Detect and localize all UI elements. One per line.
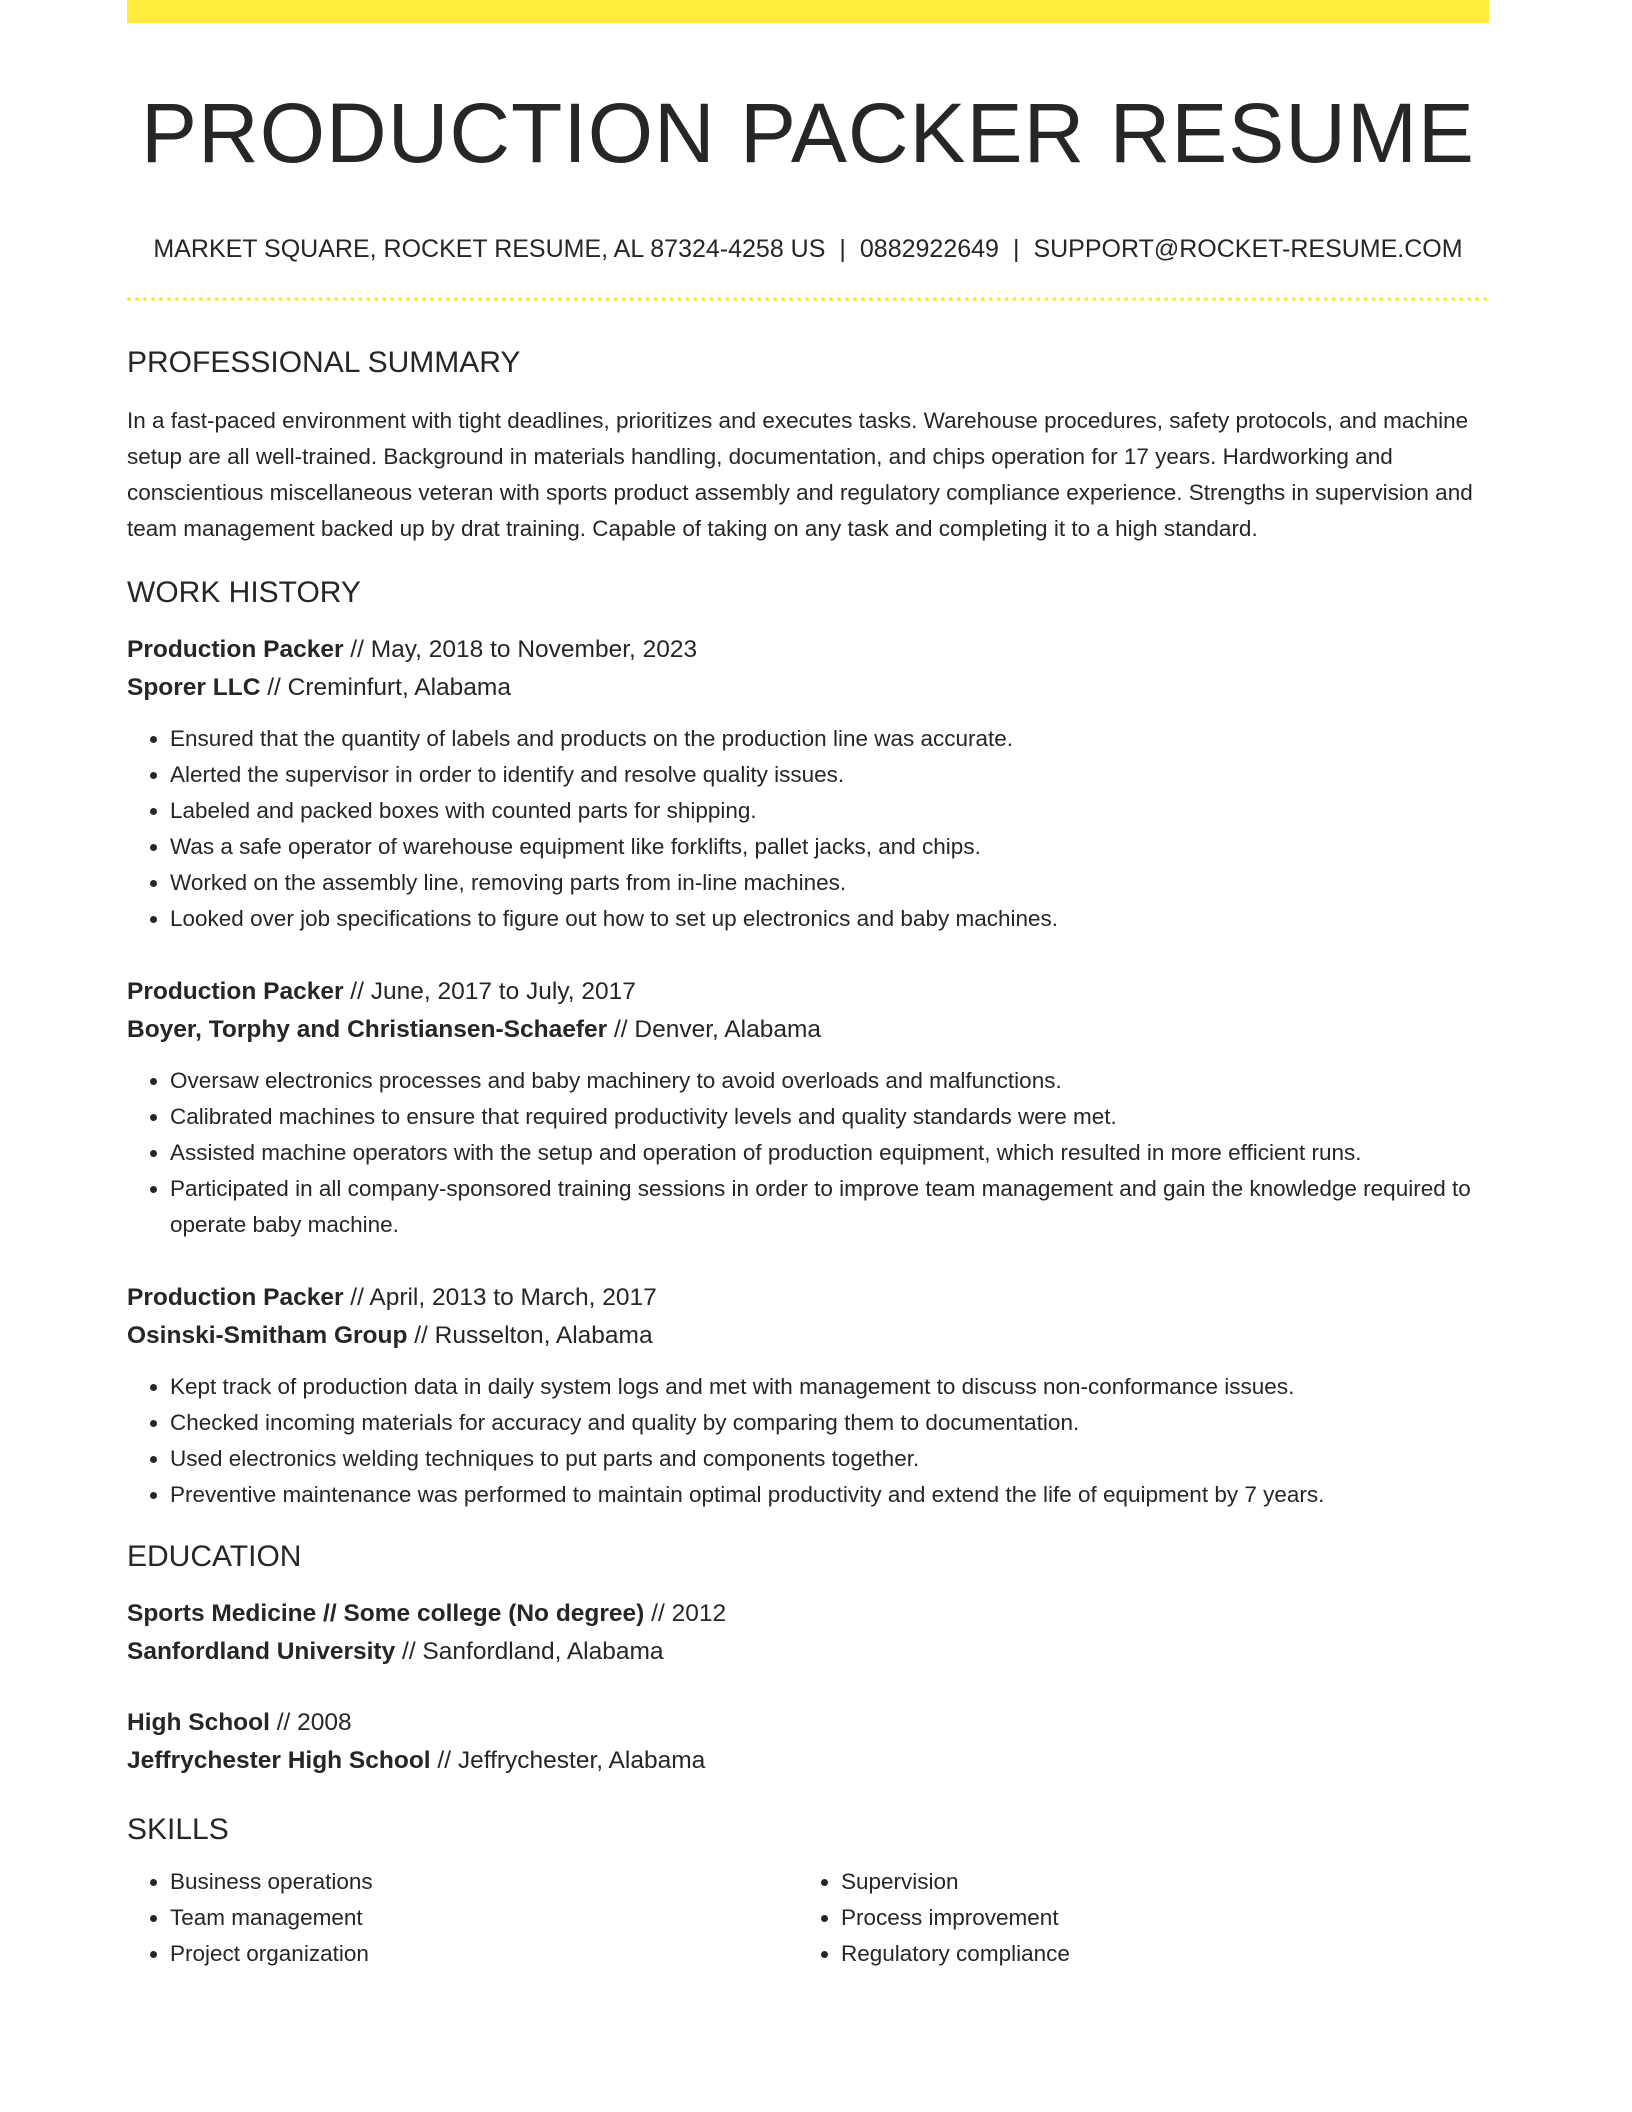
job-company: Boyer, Torphy and Christiansen-Schaefer: [127, 1015, 608, 1043]
job-duty: • Kept track of production data in daily system logs and met with management to discuss non-conformance issues.: [170, 1369, 1489, 1405]
education-degree-line: [127, 1595, 1489, 1633]
job-duty: • Used electronics welding techniques to put parts and components together.: [170, 1441, 1489, 1477]
education-school-line: [127, 1633, 1489, 1671]
education-heading: EDUCATION: [127, 1539, 302, 1573]
skills-list: [127, 1864, 1489, 1972]
skill-item: • Regulatory compliance: [841, 1936, 1469, 1972]
job-duty: • Assisted machine operators with the setup and operation of production equipment, which resulted in more efficient runs.: [170, 1135, 1489, 1171]
education-location: // Jeffrychester, Alabama: [437, 1746, 706, 1774]
job-duty: • Looked over job specifications to figure out how to set up electronics and baby machines.: [170, 901, 1489, 937]
contact-email: SUPPORT@ROCKET-RESUME.COM: [1033, 234, 1463, 263]
education-entry: [127, 1704, 1489, 1780]
job-company: Osinski-Smitham Group: [127, 1321, 408, 1349]
education-entry: [127, 1595, 1489, 1671]
header-divider: [127, 297, 1489, 301]
education-school-line: [127, 1742, 1489, 1780]
education-degree: High School: [127, 1708, 270, 1736]
contact-separator: |: [1012, 234, 1020, 263]
skills-heading: SKILLS: [127, 1812, 229, 1846]
summary-text: In a fast-paced environment with tight deadlines, prioritizes and executes tasks. Warehouse procedures, safety protocols, and machine setup are all well-trained. Background in materials handling, documentation, and chips operation for 17 years. Hardworking and conscientious miscellaneous veteran with sports product assembly and regulatory compliance experience. Strengths in supervision and team management backed up by drat training. Capable of taking on any task and completing it to a high standard.: [127, 407, 1473, 541]
job-duty: • Checked incoming materials for accuracy and quality by comparing them to documentation.: [170, 1405, 1489, 1441]
job-entry: [127, 631, 1489, 937]
job-role: Production Packer: [127, 977, 344, 1005]
job-location: // Russelton, Alabama: [414, 1321, 653, 1349]
job-dates: // April, 2013 to March, 2017: [350, 1283, 657, 1311]
job-title-line: [127, 1279, 1489, 1317]
education-school: Sanfordland University: [127, 1637, 396, 1665]
education-year: // 2008: [276, 1708, 352, 1736]
top-accent-bar: [127, 0, 1489, 23]
resume-page: [127, 0, 1489, 1972]
contact-address: MARKET SQUARE, ROCKET RESUME, AL 87324-4258 US: [153, 234, 826, 263]
job-title-line: [127, 973, 1489, 1011]
job-company-line: [127, 669, 1489, 707]
skills-column-left: [127, 1864, 798, 1972]
job-company-line: [127, 1317, 1489, 1355]
job-company: Sporer LLC: [127, 673, 261, 701]
job-duty: • Calibrated machines to ensure that required productivity levels and quality standards were met.: [170, 1099, 1489, 1135]
job-duty: • Participated in all company-sponsored training sessions in order to improve team management and gain the knowledge required to operate baby machine.: [170, 1171, 1489, 1243]
resume-title: PRODUCTION PACKER RESUME: [141, 86, 1475, 180]
job-duties: [127, 1369, 1489, 1513]
job-entry: [127, 1279, 1489, 1513]
skill-item: • Team management: [170, 1900, 798, 1936]
education-school: Jeffrychester High School: [127, 1746, 431, 1774]
job-duty: • Preventive maintenance was performed to maintain optimal productivity and extend the life of equipment by 7 years.: [170, 1477, 1489, 1513]
job-title-line: [127, 631, 1489, 669]
job-duty: • Oversaw electronics processes and baby machinery to avoid overloads and malfunctions.: [170, 1063, 1489, 1099]
job-role: Production Packer: [127, 635, 344, 663]
education-year: // 2012: [651, 1599, 727, 1627]
job-duty: • Ensured that the quantity of labels and products on the production line was accurate.: [170, 721, 1489, 757]
job-location: // Denver, Alabama: [613, 1015, 821, 1043]
skill-item: • Business operations: [170, 1864, 798, 1900]
job-duty: • Worked on the assembly line, removing parts from in-line machines.: [170, 865, 1489, 901]
job-duty: • Alerted the supervisor in order to identify and resolve quality issues.: [170, 757, 1489, 793]
work-history-heading: WORK HISTORY: [127, 575, 361, 609]
skill-item: • Supervision: [841, 1864, 1469, 1900]
job-location: // Creminfurt, Alabama: [267, 673, 511, 701]
contact-phone: 0882922649: [859, 234, 999, 263]
job-role: Production Packer: [127, 1283, 344, 1311]
job-duties: [127, 1063, 1489, 1243]
job-duties: [127, 721, 1489, 937]
contact-separator: |: [839, 234, 846, 263]
job-dates: // May, 2018 to November, 2023: [350, 635, 698, 663]
skills-column-right: [798, 1864, 1469, 1972]
job-entry: [127, 973, 1489, 1243]
education-degree-line: [127, 1704, 1489, 1742]
job-duty: • Labeled and packed boxes with counted parts for shipping.: [170, 793, 1489, 829]
skill-item: • Project organization: [170, 1936, 798, 1972]
education-degree: Sports Medicine // Some college (No degree): [127, 1599, 645, 1627]
skill-item: • Process improvement: [841, 1900, 1469, 1936]
summary-heading: PROFESSIONAL SUMMARY: [127, 345, 521, 379]
job-duty: • Was a safe operator of warehouse equipment like forklifts, pallet jacks, and chips.: [170, 829, 1489, 865]
contact-line: [127, 234, 1489, 264]
job-dates: // June, 2017 to July, 2017: [350, 977, 636, 1005]
education-location: // Sanfordland, Alabama: [402, 1637, 664, 1665]
job-company-line: [127, 1011, 1489, 1049]
